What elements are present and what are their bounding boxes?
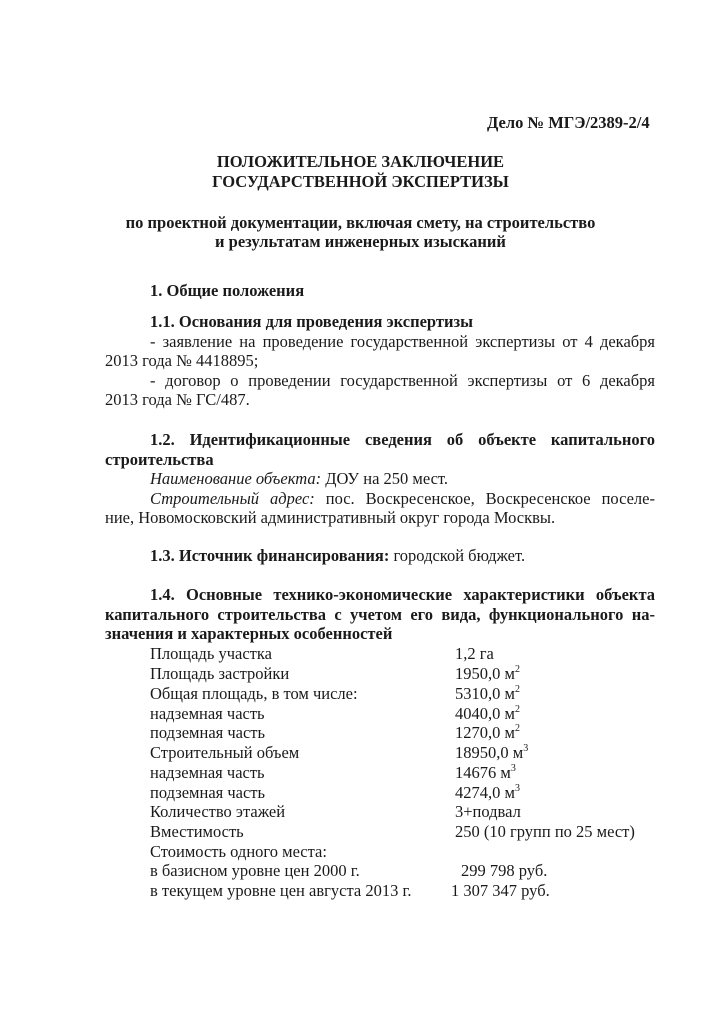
char-label: Количество этажей <box>150 802 286 821</box>
address-label: Строительный адрес: <box>150 489 315 508</box>
section-1-4-heading-line1: 1.4. Основные технико-экономические характеристики объекта <box>150 585 655 604</box>
section-1-3-heading: 1.3. Источник финансирования: <box>150 546 390 565</box>
char-value: 250 (10 групп по 25 мест) <box>455 822 635 841</box>
address-line1 <box>150 489 655 509</box>
cost-current-label: в текущем уровне цен августа 2013 г. <box>150 881 412 900</box>
char-label: надземная часть <box>150 704 265 723</box>
address-value-line2: ние, Новомосковский административный округ города Москвы. <box>105 508 556 527</box>
char-value: 3+подвал <box>455 802 521 821</box>
document-subtitle-line1: по проектной документации, включая смету, на строительство <box>125 213 596 232</box>
section-1-2-heading-line2: строительства <box>105 450 214 469</box>
object-name-label: Наименование объекта: <box>150 469 322 488</box>
char-value: 18950,0 $м^3$ <box>455 742 529 762</box>
document-subtitle-line2: и результатам инженерных изысканий <box>215 232 506 251</box>
section-1-3-value: городской бюджет. <box>389 546 526 565</box>
section-1-2-heading-line1: 1.2. Идентификационные сведения об объекте капитального <box>150 430 655 449</box>
char-value: 1270,0 $м^2$ <box>455 722 520 742</box>
section-1-heading: 1. Общие положения <box>150 281 305 300</box>
cost-label: Стоимость одного места: <box>150 842 327 861</box>
char-value: 1,2 га <box>455 644 494 663</box>
section-1-3-row <box>150 546 525 566</box>
cost-base-label: в базисном уровне цен 2000 г. <box>150 861 360 880</box>
char-value: 4274,0 $м^3$ <box>455 782 520 802</box>
char-label: Общая площадь, в том числе: <box>150 684 358 703</box>
address-value-line1: пос. Воскресенское, Воскресенское поселе- <box>314 489 655 508</box>
section-1-1-item1-line1: - заявление на проведение государственной экспертизы от 4 декабря <box>150 332 655 351</box>
section-1-1-item2-line1: - договор о проведении государственной экспертизы от 6 декабря <box>150 371 655 390</box>
char-label: Площадь застройки <box>150 664 290 683</box>
cost-current-value: 1 307 347 руб. <box>451 881 550 900</box>
section-1-4-heading-line2: капитального строительства с учетом его вида, функционального на- <box>105 605 655 624</box>
char-label: надземная часть <box>150 763 265 782</box>
char-label: Вместимость <box>150 822 244 841</box>
char-label: подземная часть <box>150 783 266 802</box>
document-title-line1: ПОЛОЖИТЕЛЬНОЕ ЗАКЛЮЧЕНИЕ <box>216 152 505 171</box>
section-1-1-heading: 1.1. Основания для проведения экспертизы <box>150 312 473 331</box>
object-name-row <box>150 469 448 489</box>
cost-base-value: 299 798 руб. <box>461 861 548 880</box>
char-label: Площадь участка <box>150 644 272 663</box>
object-name-value: ДОУ на 250 мест. <box>321 469 448 488</box>
char-value: 14676 $м^3$ <box>455 762 516 782</box>
char-label: подземная часть <box>150 723 266 742</box>
char-value: 5310,0 $м^2$ <box>455 683 520 703</box>
section-1-1-item2-line2: 2013 года № ГС/487. <box>105 390 250 409</box>
section-1-4-heading-line3: значения и характерных особенностей <box>105 624 393 643</box>
section-1-1-item1-line2: 2013 года № 4418895; <box>105 351 259 370</box>
case-number: Дело № МГЭ/2389-2/4 <box>487 113 650 132</box>
address-row <box>150 489 655 509</box>
char-value: 4040,0 $м^2$ <box>455 703 520 723</box>
document-title-line2: ГОСУДАРСТВЕННОЙ ЭКСПЕРТИЗЫ <box>212 172 509 191</box>
char-value: 1950,0 $м^2$ <box>455 663 520 683</box>
char-label: Строительный объем <box>150 743 300 762</box>
